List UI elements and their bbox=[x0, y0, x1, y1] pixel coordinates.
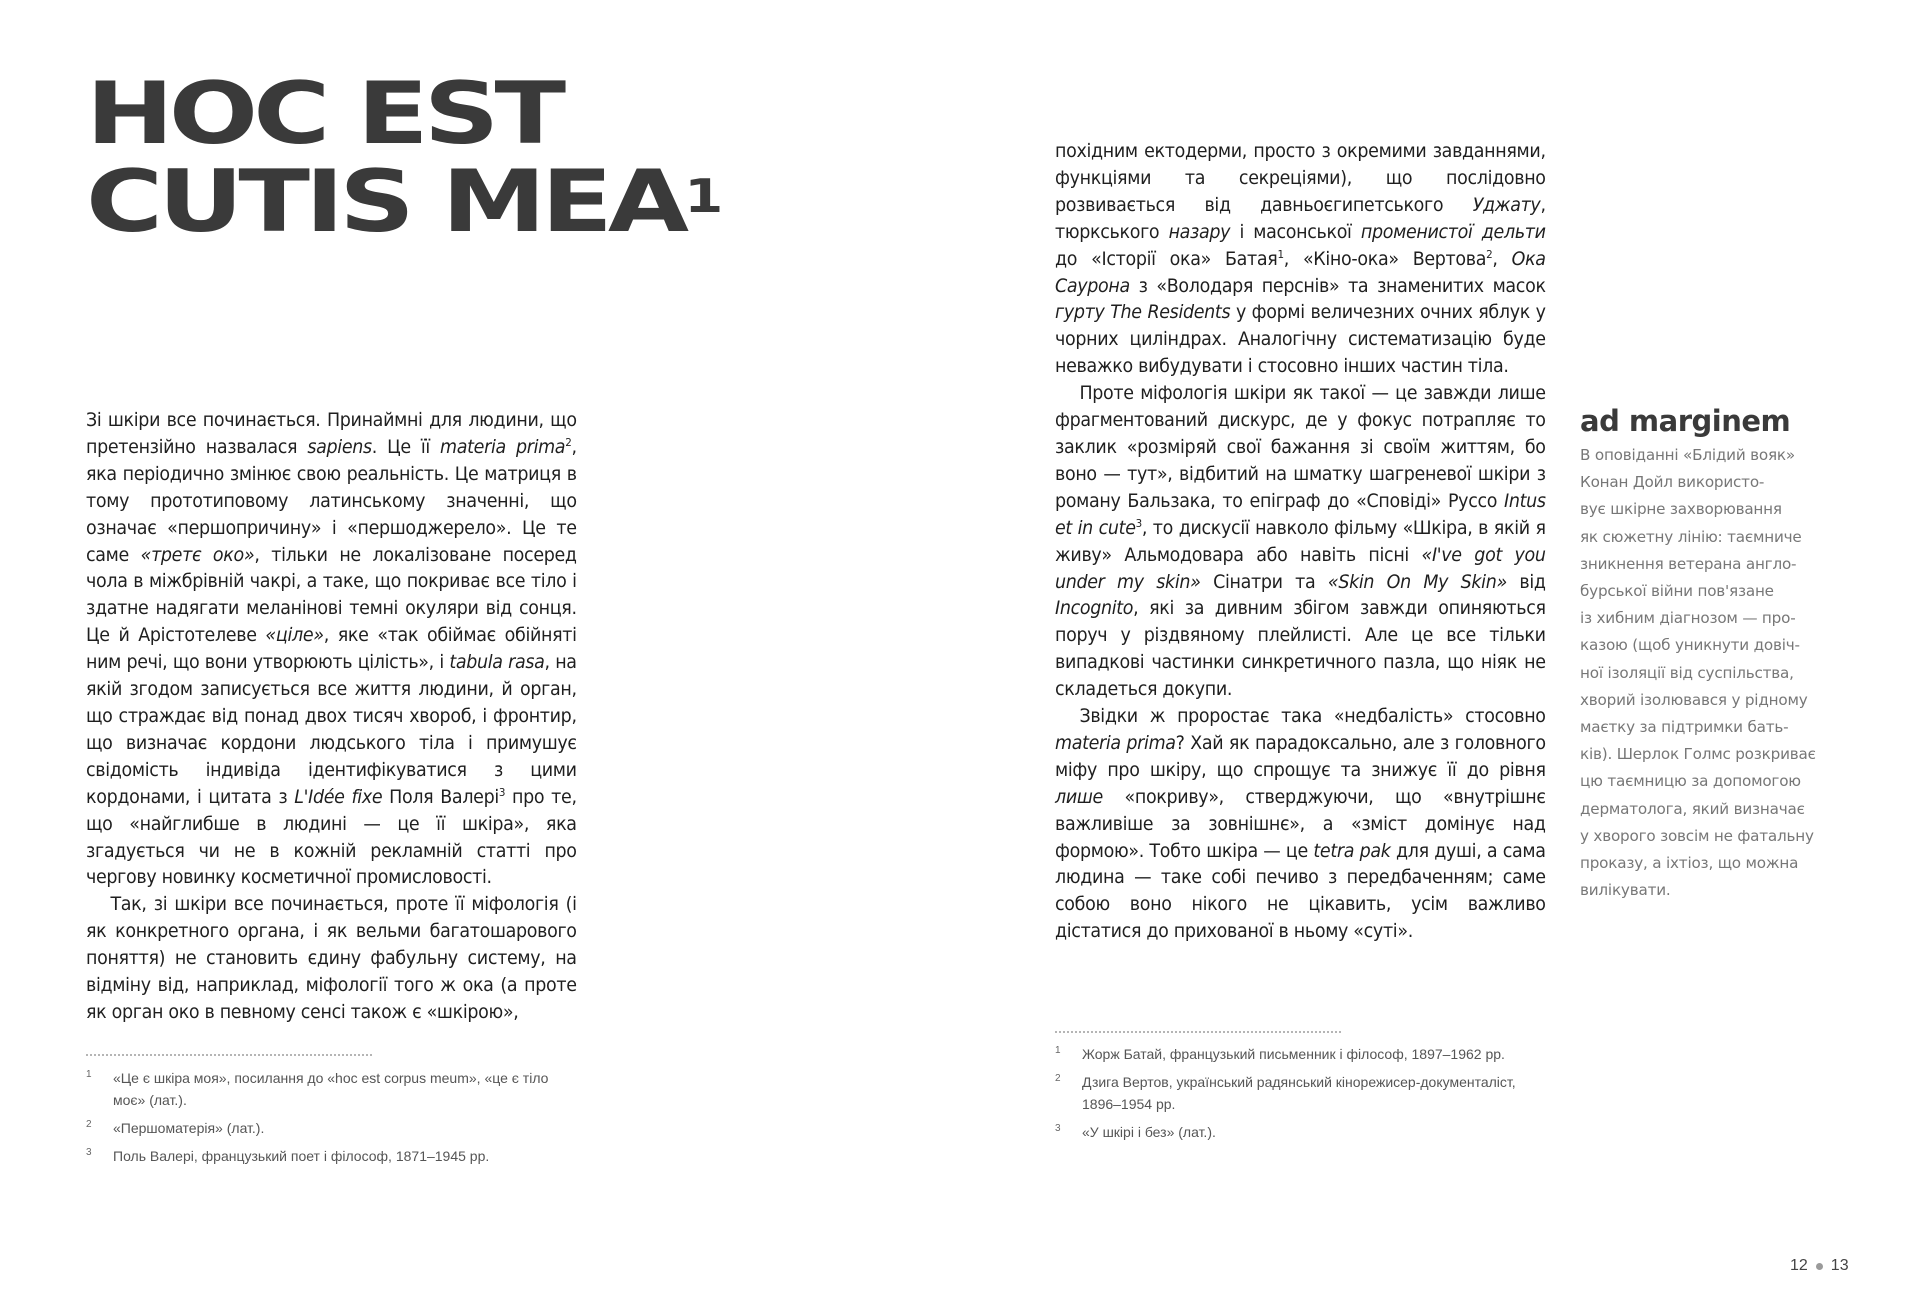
footnote bbox=[86, 1117, 566, 1139]
title-footnote-ref: 1 bbox=[684, 169, 724, 223]
text-run: ? Хай як парадоксально, але з головного міфу про шкіру, що спрощує та знижує її до рівня bbox=[1055, 732, 1546, 781]
page-title bbox=[86, 64, 724, 252]
footnote-divider-right bbox=[1055, 1031, 1341, 1033]
text-run: про те, що «найглибше в людині — це її шкіра», яка згадується чи не в кожній рекламній статті про чергову новинку косметичної промисловості. bbox=[86, 786, 577, 889]
text-run: Поля Валері bbox=[382, 786, 499, 808]
sidebar-text-line: хворий ізолювався у рідному bbox=[1580, 690, 1808, 709]
text-run: і масонської bbox=[1230, 221, 1361, 243]
sidebar-text-line: цю таємницю за допомогою bbox=[1580, 772, 1801, 791]
footnote-ref: 2 bbox=[565, 435, 572, 449]
sidebar-title: ad marginem bbox=[1580, 404, 1791, 438]
text-run: Incognito bbox=[1055, 598, 1134, 620]
sidebar-text-line: ків). Шерлок Голмс розкриває bbox=[1580, 745, 1816, 764]
footnote bbox=[86, 1067, 566, 1111]
text-run: з «Володаря перснів» та знаменитих масок bbox=[1129, 275, 1546, 297]
sidebar-text-line: як сюжетну лінію: таємниче bbox=[1580, 527, 1802, 546]
body-column-left bbox=[86, 408, 577, 1027]
text-run: «Skin On My Skin» bbox=[1327, 571, 1507, 593]
text-run: похідним ектодерми, просто з окремими завданнями, функціями та секреціями), що послідовно розвивається від давньоєгипетського bbox=[1055, 141, 1546, 216]
sidebar-text-line: вує шкірне захворювання bbox=[1580, 500, 1782, 519]
text-run: Ока Саурона bbox=[1055, 248, 1546, 297]
sidebar-text-line: вилікувати. bbox=[1580, 881, 1671, 900]
footnote-number: 3 bbox=[86, 1147, 92, 1158]
page-number-left: 12 bbox=[1790, 1257, 1808, 1274]
text-run: Сінатри та bbox=[1200, 571, 1328, 593]
paragraph bbox=[86, 408, 577, 892]
sidebar-text-line: бурської війни пов'язане bbox=[1580, 582, 1774, 601]
footnote bbox=[86, 1145, 566, 1167]
paragraph bbox=[86, 892, 577, 1027]
footnotes-right bbox=[1055, 1043, 1535, 1149]
sidebar-text-line: зникнення ветерана англо- bbox=[1580, 554, 1797, 573]
paragraph bbox=[1055, 139, 1546, 381]
text-run: tetra pak bbox=[1313, 840, 1391, 862]
text-run: променистої дельти bbox=[1360, 221, 1546, 243]
sidebar-ad-marginem bbox=[1580, 405, 1820, 904]
text-run: Уджату bbox=[1472, 194, 1541, 216]
footnote-ref: 2 bbox=[1486, 247, 1493, 261]
text-run: , тюркського bbox=[1055, 194, 1546, 243]
text-run: «покриву», стверджуючи, що «внутрішнє важливіше за зовнішнє», а «зміст домінує над формою». Тобто шкіра — це bbox=[1055, 786, 1546, 862]
sidebar-text-line: дерматолога, який визначає bbox=[1580, 799, 1805, 818]
footnote bbox=[1055, 1071, 1535, 1115]
text-run: , на якій згодом записується все життя людини, й орган, що страждає від понад двох тисяч хвороб, і фронтир, що визначає кордони людського тіла і примушує свідомість індивіда ідентифікуватися з цими кордонами, і цитата з bbox=[86, 652, 577, 808]
text-run: Звідки ж проростає така «недбалість» стосовно bbox=[1079, 706, 1546, 728]
sidebar-text-line: ної ізоляції від суспільства, bbox=[1580, 663, 1794, 682]
footnote-text: Дзига Вертов, український радянський кінорежисер-документаліст, 1896–1954 рр. bbox=[1082, 1074, 1516, 1112]
text-run: , яке «так обіймає обійняті ним речі, що вони утворюють цілість», і bbox=[86, 625, 577, 674]
body-column-right bbox=[1055, 139, 1546, 946]
text-run: назару bbox=[1168, 221, 1231, 243]
sidebar-text bbox=[1580, 442, 1820, 904]
text-run: , які за дивним збігом завжди опиняються поруч у різдвяному плейлисті. Але це все тільки випадкові частинки синкретичного пазла, що ніяк не складеться докупи. bbox=[1055, 598, 1546, 701]
text-run: sapiens bbox=[307, 436, 372, 458]
text-run: Intus et in cute bbox=[1055, 490, 1546, 539]
footnotes-left bbox=[86, 1067, 566, 1173]
footnote-number: 1 bbox=[1055, 1045, 1061, 1056]
sidebar-text-line: маєтку за підтримки бать- bbox=[1580, 718, 1789, 737]
footnote-text: «У шкірі і без» (лат.). bbox=[1082, 1124, 1216, 1140]
footnote-number: 3 bbox=[1055, 1123, 1061, 1134]
text-run: tabula rasa bbox=[449, 652, 545, 674]
sidebar-text-line: із хибним діагнозом — про- bbox=[1580, 609, 1796, 628]
footnote bbox=[1055, 1121, 1535, 1143]
text-run: materia prima bbox=[1055, 732, 1176, 754]
text-run: для душі, а сама людина — таке собі печиво з передбаченням; саме собою воно нікого не цікавить, усім важливо дістатися до прихованої в ньому «суті». bbox=[1055, 840, 1546, 943]
sidebar-text-line: казою (щоб уникнути довіч- bbox=[1580, 636, 1800, 655]
footnote-number: 2 bbox=[1055, 1073, 1061, 1084]
text-run: Зі шкіри все починається. Принаймні для людини, що претензійно назвалася bbox=[86, 410, 577, 458]
footnote-ref: 3 bbox=[498, 785, 506, 799]
sidebar-text-line: у хворого зовсім не фатальну bbox=[1580, 826, 1814, 845]
footnote-divider-left bbox=[86, 1054, 372, 1056]
text-run: materia prima bbox=[440, 436, 566, 458]
page-numbers bbox=[1790, 1257, 1849, 1275]
text-run: «третє око» bbox=[140, 544, 255, 566]
text-run: , bbox=[1492, 248, 1512, 270]
footnote-text: Жорж Батай, французький письменник і філософ, 1897–1962 рр. bbox=[1082, 1046, 1505, 1062]
text-run: L'Idée fixe bbox=[294, 786, 383, 808]
text-run: у формі величезних очних яблук у чорних циліндрах. Аналогічну систематизацію буде неважко вибудувати і стосовно інших частин тіла. bbox=[1055, 302, 1546, 378]
text-run: , яка періодично змінює свою реальність. Це матриця в тому прототиповому латинському значенні, що означає «першопричину» і «першоджерело». Це те саме bbox=[86, 436, 577, 566]
paragraph bbox=[1055, 704, 1546, 946]
footnote-ref: 1 bbox=[1277, 247, 1284, 261]
footnote-ref: 3 bbox=[1135, 516, 1142, 530]
text-run: від bbox=[1506, 571, 1546, 593]
text-run: до «Історії ока» Батая bbox=[1055, 248, 1278, 270]
title-line-2 bbox=[86, 152, 724, 252]
footnote bbox=[1055, 1043, 1535, 1065]
footnote-text: «Першоматерія» (лат.). bbox=[113, 1120, 265, 1136]
text-run: «ціле» bbox=[265, 625, 324, 647]
text-run: лише bbox=[1055, 786, 1103, 808]
footnote-text: «Це є шкіра моя», посилання до «hoc est corpus meum», «це є тіло моє» (лат.). bbox=[113, 1070, 549, 1108]
footnote-number: 1 bbox=[86, 1069, 92, 1080]
sidebar-text-line: Конан Дойл використо- bbox=[1580, 473, 1765, 492]
text-run: Проте міфологія шкіри як такої — це завжди лише фрагментований дискурс, де у фокус потрапляє то заклик «розміряй свої бажання зі своїм життям, бо воно — тут», відбитий на шматку шагреневої шкіри з роману Бальзака, то епіграф до «Сповіді» Руссо bbox=[1055, 383, 1546, 512]
text-run: «I've got you under my skin» bbox=[1055, 544, 1546, 593]
text-run: , тільки не локалізоване посеред чола в міжбрівній чакрі, а таке, що покриває все тіло і здатне надягати меланінові темні окуляри від сонця. Це й Арістотелеве bbox=[86, 544, 577, 647]
text-run: гурту The Residents bbox=[1055, 302, 1231, 324]
footnote-text: Поль Валері, французький поет і філософ, 1871–1945 рр. bbox=[113, 1148, 490, 1164]
page-number-right: 13 bbox=[1830, 1257, 1849, 1274]
title-line-2-text: CUTIS MEA bbox=[86, 152, 685, 252]
text-run: , «Кіно-ока» Вертова bbox=[1283, 248, 1487, 270]
paragraph bbox=[1055, 381, 1546, 704]
text-run: Так, зі шкіри все починається, проте її міфологія (і як конкретного органа, і як вельми багатошарового поняття) не становить єдину фабульну систему, на відміну від, наприклад, міфології того ж ока (а проте як орган око в певному сенсі також є «шкірою», bbox=[86, 894, 577, 1023]
sidebar-text-line: В оповіданні «Блідий вояк» bbox=[1580, 446, 1795, 464]
page-separator-dot-icon bbox=[1816, 1263, 1823, 1270]
text-run: , то дискусії навколо фільму «Шкіра, в якій я живу» Альмодовара або навіть пісні bbox=[1055, 517, 1546, 566]
sidebar-text-line: проказу, а іхтіоз, що можна bbox=[1580, 854, 1799, 873]
footnote-number: 2 bbox=[86, 1119, 92, 1130]
text-run: . Це її bbox=[371, 436, 441, 458]
title-line-1: HOC EST bbox=[86, 64, 562, 164]
